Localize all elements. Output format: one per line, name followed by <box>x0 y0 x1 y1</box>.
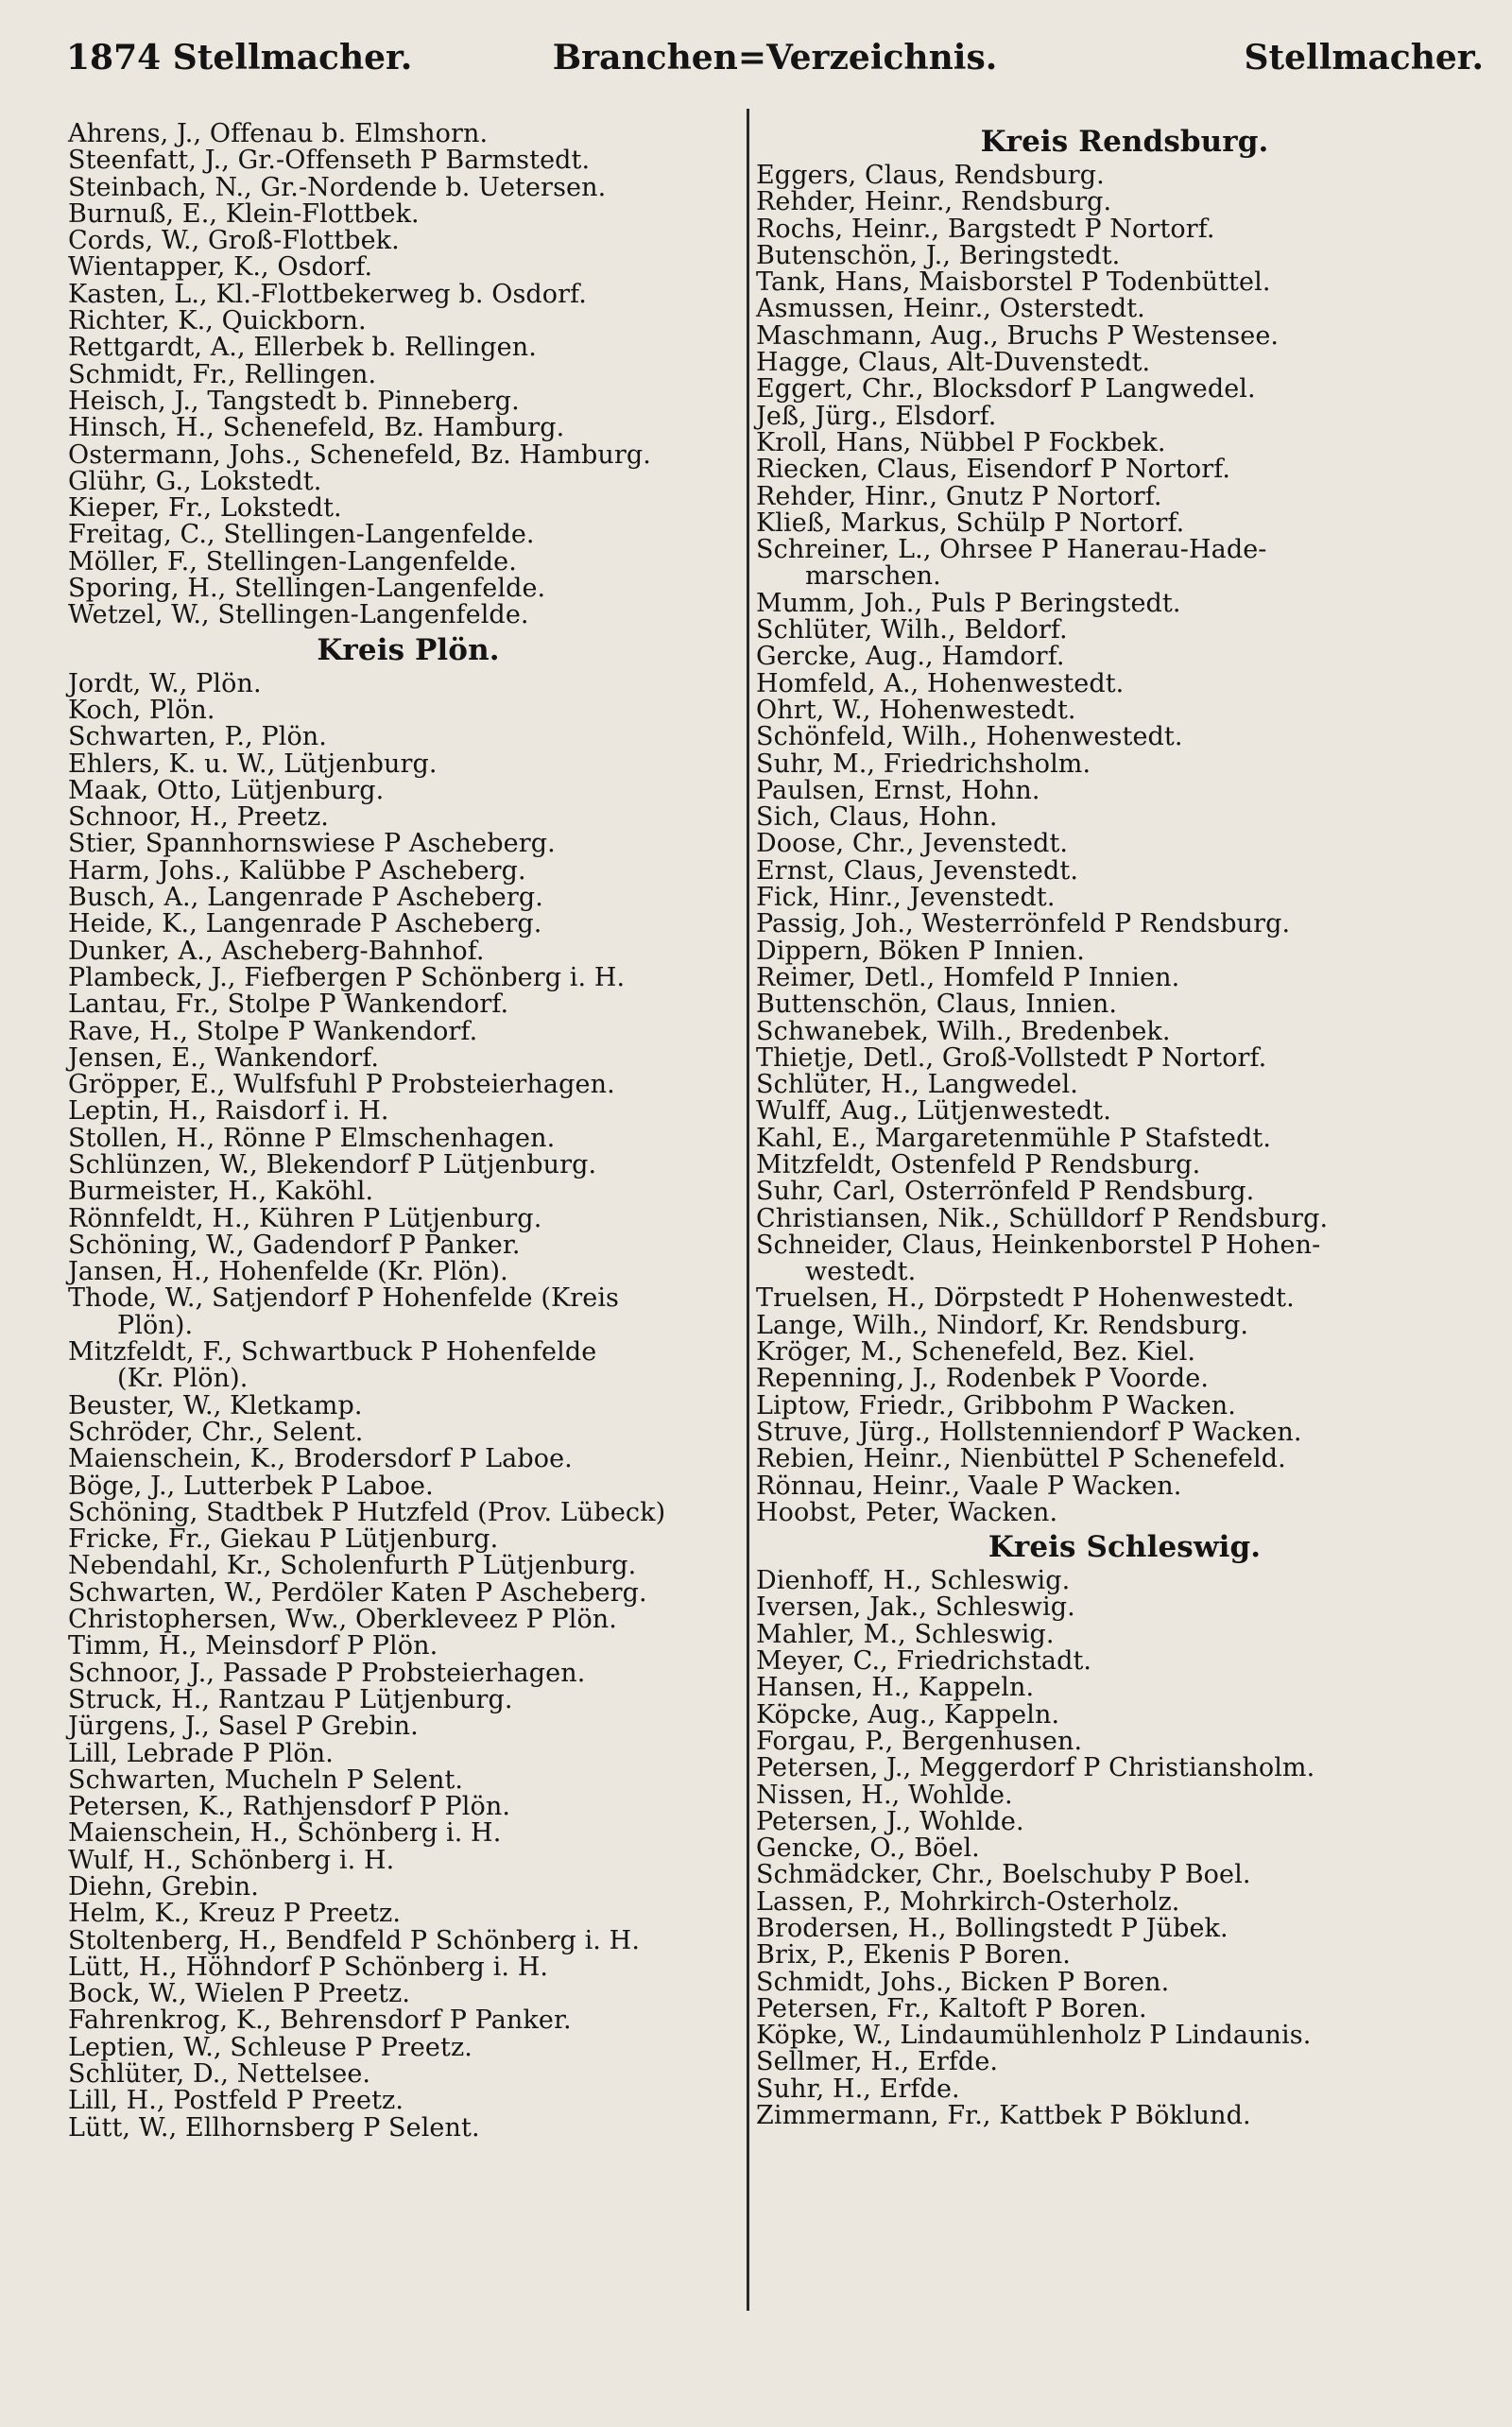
directory-entry: Schlüter, Wilh., Beldorf. <box>756 615 1068 645</box>
directory-entry: Hoobst, Peter, Wacken. <box>756 1497 1058 1527</box>
directory-entry: Schmidt, Johs., Bicken P Boren. <box>756 1967 1170 1997</box>
entry-continuation: westedt. <box>805 1257 917 1287</box>
section-heading: Kreis Plön. <box>317 632 500 667</box>
directory-entry: Riecken, Claus, Eisendorf P Nortorf. <box>756 455 1231 485</box>
directory-entry: Petersen, Fr., Kaltoft P Boren. <box>756 1993 1147 2023</box>
directory-entry: Ernst, Claus, Jevenstedt. <box>756 855 1079 886</box>
directory-entry: Suhr, M., Friedrichsholm. <box>756 749 1091 779</box>
directory-entry: Freitag, C., Stellingen-Langenfelde. <box>68 520 535 550</box>
page-header <box>66 38 1484 91</box>
directory-entry: Stoltenberg, H., Bendfeld P Schönberg i. H. <box>68 1925 640 1955</box>
directory-entry: Thode, W., Satjendorf P Hohenfelde (Kreis <box>68 1283 620 1314</box>
directory-entry: Heide, K., Langenrade P Ascheberg. <box>68 909 542 939</box>
directory-entry: Schnoor, J., Passade P Probsteierhagen. <box>68 1658 586 1688</box>
directory-entry: Christophersen, Ww., Oberkleveez P Plön. <box>68 1605 617 1635</box>
directory-entry: Kröger, M., Schenefeld, Bez. Kiel. <box>756 1337 1196 1368</box>
directory-entry: Lütt, H., Höhndorf P Schönberg i. H. <box>68 1952 549 1982</box>
directory-entry: Sporing, H., Stellingen-Langenfelde. <box>68 574 546 604</box>
directory-entry: Harm, Johs., Kalübbe P Ascheberg. <box>68 855 526 886</box>
directory-entry: Schlüter, H., Langwedel. <box>756 1070 1078 1100</box>
directory-entry: Brix, P., Ekenis P Boren. <box>756 1940 1071 1971</box>
directory-entry: Diehn, Grebin. <box>68 1872 259 1902</box>
directory-entry: Petersen, J., Wohlde. <box>756 1806 1024 1836</box>
directory-entry: Kahl, E., Margaretenmühle P Stafstedt. <box>756 1123 1272 1153</box>
right-column <box>756 121 1493 2129</box>
directory-entry: Doose, Chr., Jevenstedt. <box>756 829 1069 859</box>
directory-entry: Schöning, W., Gadendorf P Panker. <box>68 1230 521 1260</box>
directory-entry: Hagge, Claus, Alt-Duvenstedt. <box>756 348 1151 378</box>
directory-entry: Rönnfeldt, H., Kühren P Lütjenburg. <box>68 1203 542 1233</box>
directory-entry: Steenfatt, J., Gr.-Offenseth P Barmstedt. <box>68 146 591 176</box>
directory-entry: Busch, A., Langenrade P Ascheberg. <box>68 883 543 913</box>
directory-entry: Lange, Wilh., Nindorf, Kr. Rendsburg. <box>756 1310 1249 1340</box>
directory-entry: Butenschön, J., Beringstedt. <box>756 240 1121 270</box>
directory-entry: Suhr, H., Erfde. <box>756 2074 960 2104</box>
directory-entry: Lütt, W., Ellhornsberg P Selent. <box>68 2112 480 2143</box>
directory-entry: Mumm, Joh., Puls P Beringstedt. <box>756 588 1181 618</box>
directory-entry: Heisch, J., Tangstedt b. Pinneberg. <box>68 386 520 416</box>
directory-entry: Köpcke, Aug., Kappeln. <box>756 1699 1060 1730</box>
directory-entry: Asmussen, Heinr., Osterstedt. <box>756 294 1145 324</box>
directory-entry: Leptin, H., Raisdorf i. H. <box>68 1096 389 1127</box>
directory-entry: Wientapper, K., Osdorf. <box>68 252 373 283</box>
directory-entry: Lill, H., Postfeld P Preetz. <box>68 2086 404 2116</box>
directory-entry: Truelsen, H., Dörpstedt P Hohenwestedt. <box>756 1283 1295 1314</box>
directory-entry: Passig, Joh., Westerrönfeld P Rendsburg. <box>756 909 1291 939</box>
directory-entry: Kroll, Hans, Nübbel P Fockbek. <box>756 427 1166 457</box>
directory-entry: Mitzfeldt, F., Schwartbuck P Hohenfelde <box>68 1337 597 1368</box>
directory-entry: Bock, W., Wielen P Preetz. <box>68 1979 411 2009</box>
directory-entry: Steinbach, N., Gr.-Nordende b. Uetersen. <box>68 172 607 202</box>
directory-entry: Schlüter, D., Nettelsee. <box>68 2059 371 2090</box>
directory-entry: Maienschein, H., Schönberg i. H. <box>68 1818 502 1849</box>
directory-entry: Richter, K., Quickborn. <box>68 306 367 336</box>
directory-entry: Sich, Claus, Hohn. <box>756 802 998 833</box>
entry-continuation: marschen. <box>805 561 941 592</box>
directory-entry: Jürgens, J., Sasel P Grebin. <box>68 1712 419 1742</box>
directory-entry: Schmädcker, Chr., Boelschuby P Boel. <box>756 1860 1251 1890</box>
directory-entry: Ohrt, W., Hohenwestedt. <box>756 695 1076 725</box>
directory-entry: Hansen, H., Kappeln. <box>756 1673 1035 1703</box>
directory-entry: Jansen, H., Hohenfelde (Kr. Plön). <box>68 1257 508 1287</box>
directory-entry: Böge, J., Lutterbek P Laboe. <box>68 1471 434 1501</box>
directory-entry: Köpke, W., Lindaumühlenholz P Lindaunis. <box>756 2021 1312 2051</box>
directory-entry: Maschmann, Aug., Bruchs P Westensee. <box>756 320 1280 351</box>
section-heading: Kreis Rendsburg. <box>980 125 1269 159</box>
directory-entry: Kließ, Markus, Schülp P Nortorf. <box>756 508 1185 538</box>
directory-entry: Tank, Hans, Maisborstel P Todenbüttel. <box>756 267 1271 298</box>
directory-entry: Wetzel, W., Stellingen-Langenfelde. <box>68 600 529 630</box>
directory-entry: Rettgardt, A., Ellerbek b. Rellingen. <box>68 333 537 363</box>
directory-entry: Maienschein, K., Brodersdorf P Laboe. <box>68 1444 573 1474</box>
directory-entry: Schönfeld, Wilh., Hohenwestedt. <box>756 722 1183 752</box>
directory-entry: Maak, Otto, Lütjenburg. <box>68 775 385 805</box>
directory-entry: Sellmer, H., Erfde. <box>756 2047 999 2077</box>
directory-entry: Struve, Jürg., Hollstenniendorf P Wacken. <box>756 1417 1302 1447</box>
directory-entry: Petersen, J., Meggerdorf P Christiansholm. <box>756 1753 1315 1783</box>
directory-entry: Nissen, H., Wohlde. <box>756 1780 1013 1810</box>
directory-entry: Schöning, Stadtbek P Hutzfeld (Prov. Lübeck) <box>68 1497 666 1527</box>
page-number: 1874 <box>66 38 162 77</box>
directory-entry: Petersen, K., Rathjensdorf P Plön. <box>68 1792 511 1822</box>
section-heading: Kreis Schleswig. <box>988 1530 1262 1565</box>
directory-entry: Rehder, Hinr., Gnutz P Nortorf. <box>756 481 1162 511</box>
directory-entry: Eggert, Chr., Blocksdorf P Langwedel. <box>756 374 1256 404</box>
directory-entry: Fricke, Fr., Giekau P Lütjenburg. <box>68 1524 499 1555</box>
directory-entry: Schreiner, L., Ohrsee P Hanerau-Hade- <box>756 535 1267 565</box>
directory-entry: Schwanebek, Wilh., Bredenbek. <box>756 1016 1171 1046</box>
directory-entry: Rochs, Heinr., Bargstedt P Nortorf. <box>756 214 1215 244</box>
entry-continuation: Plön). <box>117 1310 194 1340</box>
directory-entry: Schwarten, W., Perdöler Katen P Ascheberg. <box>68 1577 647 1608</box>
directory-entry: Wulff, Aug., Lütjenwestedt. <box>756 1096 1111 1127</box>
directory-entry: Paulsen, Ernst, Hohn. <box>756 775 1040 805</box>
directory-entry: Dippern, Böken P Innien. <box>756 936 1085 966</box>
directory-entry: Kasten, L., Kl.-Flottbekerweg b. Osdorf. <box>68 279 587 309</box>
directory-entry: Homfeld, A., Hohenwestedt. <box>756 668 1125 698</box>
directory-entry: Beuster, W., Kletkamp. <box>68 1390 363 1420</box>
directory-entry: Brodersen, H., Bollingstedt P Jübek. <box>756 1914 1228 1943</box>
directory-entry: Glühr, G., Lokstedt. <box>68 466 322 496</box>
directory-entry: Eggers, Claus, Rendsburg. <box>756 161 1105 190</box>
directory-entry: Leptien, W., Schleuse P Preetz. <box>68 2032 472 2062</box>
directory-entry: Kieper, Fr., Lokstedt. <box>68 493 342 524</box>
directory-entry: Rehder, Heinr., Rendsburg. <box>756 187 1112 217</box>
directory-entry: Plambeck, J., Fiefbergen P Schönberg i. H. <box>68 962 626 992</box>
directory-entry: Ehlers, K. u. W., Lütjenburg. <box>68 749 438 779</box>
directory-entry: Helm, K., Kreuz P Preetz. <box>68 1899 402 1929</box>
directory-entry: Wulf, H., Schönberg i. H. <box>68 1845 395 1875</box>
directory-entry: Meyer, C., Friedrichstadt. <box>756 1646 1092 1677</box>
directory-entry: Repenning, J., Rodenbek P Voorde. <box>756 1364 1210 1394</box>
directory-entry: Schlünzen, W., Blekendorf P Lütjenburg. <box>68 1149 597 1179</box>
directory-entry: Iversen, Jak., Schleswig. <box>756 1592 1075 1623</box>
directory-entry: Burnuß, E., Klein-Flottbek. <box>68 198 420 229</box>
directory-entry: Burmeister, H., Kaköhl. <box>68 1177 374 1207</box>
directory-entry: Rebien, Heinr., Nienbüttel P Schenefeld. <box>756 1444 1286 1474</box>
directory-entry: Rave, H., Stolpe P Wankendorf. <box>68 1016 478 1046</box>
directory-entry: Fahrenkrog, K., Behrensdorf P Panker. <box>68 2005 572 2036</box>
directory-entry: Schmidt, Fr., Rellingen. <box>68 359 377 389</box>
directory-entry: Christiansen, Nik., Schülldorf P Rendsburg. <box>756 1203 1329 1233</box>
directory-entry: Lill, Lebrade P Plön. <box>68 1738 334 1768</box>
directory-entry: Reimer, Detl., Homfeld P Innien. <box>756 962 1180 992</box>
directory-entry: Stier, Spannhornswiese P Ascheberg. <box>68 829 556 859</box>
entry-continuation: (Kr. Plön). <box>117 1364 249 1394</box>
directory-entry: Koch, Plön. <box>68 695 215 725</box>
directory-entry: Cords, W., Groß-Flottbek. <box>68 226 400 256</box>
header-left-title: Stellmacher. <box>172 38 413 77</box>
directory-entry: Liptow, Friedr., Gribbohm P Wacken. <box>756 1390 1236 1420</box>
directory-entry: Jordt, W., Plön. <box>68 668 262 698</box>
directory-entry: Schröder, Chr., Selent. <box>68 1417 364 1447</box>
directory-entry: Forgau, P., Bergenhusen. <box>756 1726 1083 1756</box>
directory-entry: Zimmermann, Fr., Kattbek P Böklund. <box>756 2101 1251 2131</box>
directory-entry: Rönnau, Heinr., Vaale P Wacken. <box>756 1471 1182 1501</box>
directory-entry: Schwarten, P., Plön. <box>68 722 327 752</box>
directory-entry: Hinsch, H., Schenefeld, Bz. Hamburg. <box>68 413 565 443</box>
directory-entry: Suhr, Carl, Osterrönfeld P Rendsburg. <box>756 1177 1255 1207</box>
directory-entry: Gencke, O., Böel. <box>756 1833 980 1864</box>
directory-entry: Gercke, Aug., Hamdorf. <box>756 642 1065 672</box>
directory-entry: Ostermann, Johs., Schenefeld, Bz. Hamburg. <box>68 439 651 470</box>
directory-entry: Dienhoff, H., Schleswig. <box>756 1566 1071 1596</box>
directory-entry: Jeß, Jürg., Elsdorf. <box>756 401 997 431</box>
directory-entry: Schnoor, H., Preetz. <box>68 802 329 833</box>
directory-entry: Ahrens, J., Offenau b. Elmshorn. <box>68 119 489 148</box>
directory-entry: Dunker, A., Ascheberg-Bahnhof. <box>68 936 485 966</box>
directory-entry: Nebendahl, Kr., Scholenfurth P Lütjenburg. <box>68 1551 637 1581</box>
directory-entry: Mitzfeldt, Ostenfeld P Rendsburg. <box>756 1149 1201 1179</box>
directory-entry: Mahler, M., Schleswig. <box>756 1619 1055 1649</box>
directory-entry: Möller, F., Stellingen-Langenfelde. <box>68 546 517 577</box>
directory-entry: Struck, H., Rantzau P Lütjenburg. <box>68 1684 513 1714</box>
directory-entry: Buttenschön, Claus, Innien. <box>756 990 1118 1020</box>
directory-entry: Timm, H., Meinsdorf P Plön. <box>68 1631 438 1661</box>
directory-entry: Lantau, Fr., Stolpe P Wankendorf. <box>68 990 509 1020</box>
left-column <box>68 121 748 2142</box>
directory-entry: Schwarten, Mucheln P Selent. <box>68 1764 464 1795</box>
directory-entry: Fick, Hinr., Jevenstedt. <box>756 883 1056 913</box>
header-right-title: Stellmacher. <box>1244 38 1484 77</box>
directory-entry: Gröpper, E., Wulfsfuhl P Probsteierhagen. <box>68 1070 615 1100</box>
directory-entry: Jensen, E., Wankendorf. <box>68 1042 380 1073</box>
directory-entry: Lassen, P., Mohrkirch-Osterholz. <box>756 1886 1180 1917</box>
directory-entry: Stollen, H., Rönne P Elmschenhagen. <box>68 1123 556 1153</box>
directory-entry: Thietje, Detl., Groß-Vollstedt P Nortorf. <box>756 1042 1267 1073</box>
header-center-title: Branchen=Verzeichnis. <box>552 38 998 77</box>
directory-entry: Schneider, Claus, Heinkenborstel P Hohen- <box>756 1230 1321 1260</box>
